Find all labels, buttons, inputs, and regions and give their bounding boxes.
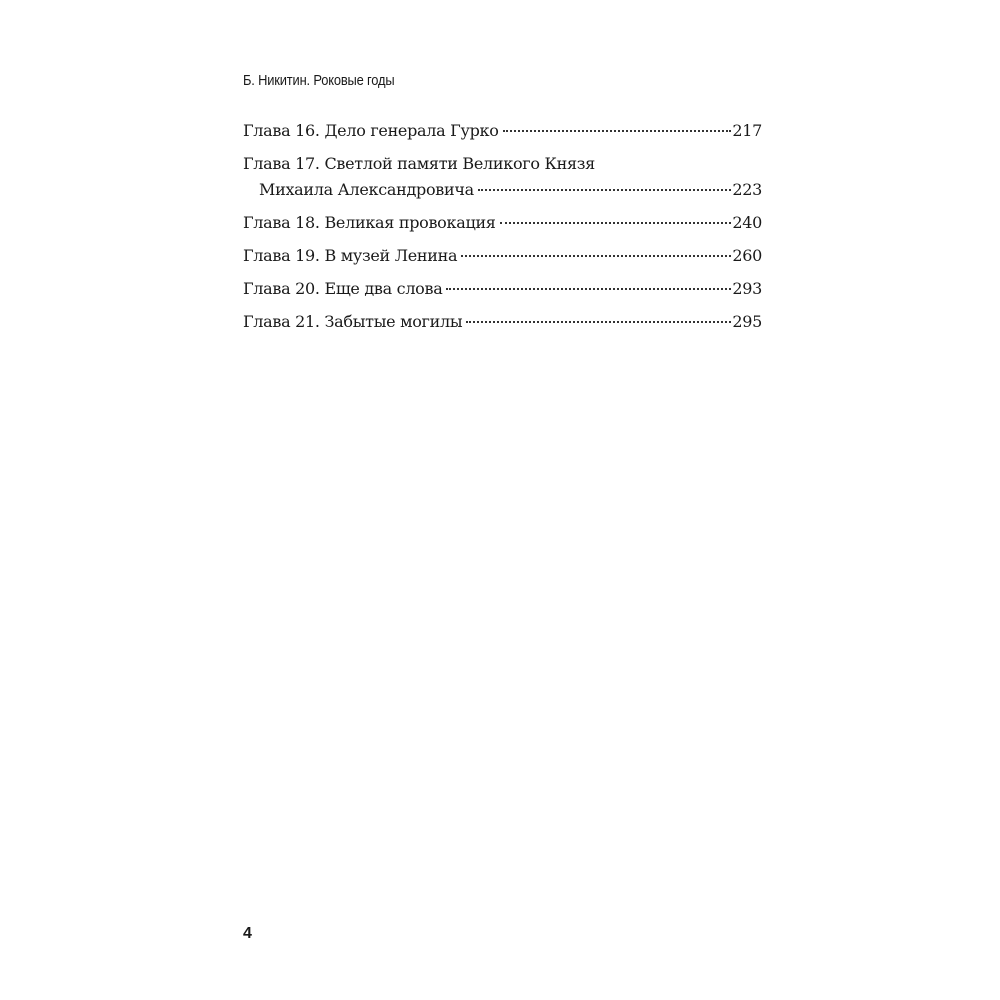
toc-entry-page: 223 [732,180,762,199]
toc-entry-title: Глава 21. Забытые могилы [243,312,463,331]
page-number: 4 [243,925,252,942]
toc-entry-chapter-16 [243,118,762,143]
toc-entry-title-continuation: Михаила Александровича [259,180,474,199]
toc-line [243,243,762,268]
running-header: Б. Никитин. Роковые годы [243,72,395,89]
toc-line [243,276,762,301]
toc-entry-chapter-20 [243,276,762,301]
table-of-contents [243,118,762,342]
toc-entry-page: 293 [732,279,762,298]
toc-entry-page: 295 [732,312,762,331]
toc-entry-title: Глава 19. В музей Ленина [243,246,458,265]
toc-entry-title: Глава 17. Светлой памяти Великого Князя [243,154,595,173]
toc-entry-page: 260 [732,246,762,265]
toc-dot-leader [503,130,732,132]
toc-line [243,210,762,235]
toc-entry-chapter-18 [243,210,762,235]
toc-dot-leader [446,288,731,290]
toc-entry-title: Глава 16. Дело генерала Гурко [243,121,499,140]
toc-entry-chapter-19 [243,243,762,268]
toc-line [243,118,762,143]
toc-entry-page: 217 [732,121,762,140]
toc-line-continuation [243,177,762,202]
toc-dot-leader [461,255,731,257]
toc-line [243,151,762,176]
toc-entry-title: Глава 18. Великая провокация [243,213,496,232]
toc-dot-leader [478,189,731,191]
toc-dot-leader [466,321,731,323]
toc-entry-page: 240 [732,213,762,232]
toc-dot-leader [500,222,732,224]
toc-entry-chapter-17 [243,151,762,202]
toc-line [243,309,762,334]
toc-entry-title: Глава 20. Еще два слова [243,279,443,298]
toc-entry-chapter-21 [243,309,762,334]
